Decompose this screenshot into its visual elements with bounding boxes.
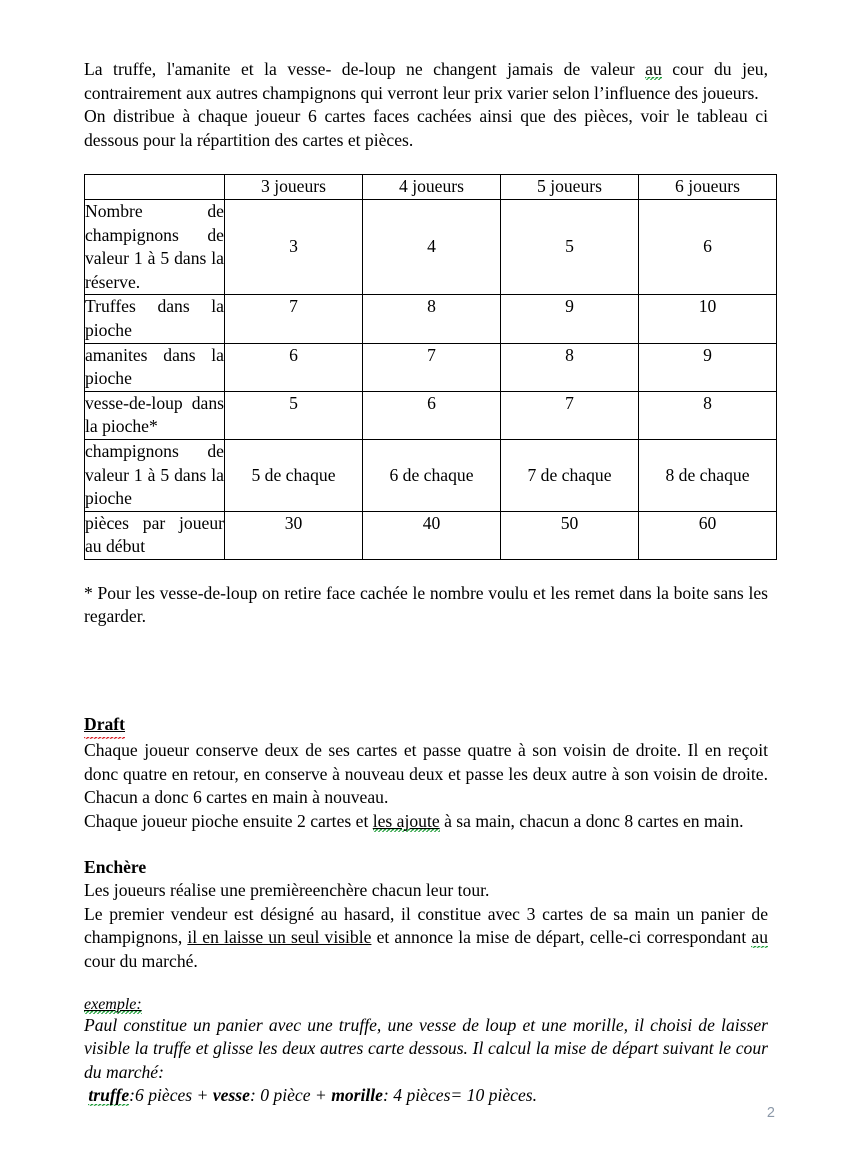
- draft-heading-wrap: [84, 713, 768, 739]
- grammar-flag-les-ajoute: les ajoute: [372, 811, 440, 832]
- enchere-paragraph-1: Les joueurs réalise une premièreenchère chacun leur tour.: [84, 880, 490, 901]
- table-header-4-joueurs: 4 joueurs: [363, 175, 501, 200]
- table-row: [85, 343, 777, 391]
- enchere-paragraph-2-part-c: cour du marché.: [84, 951, 198, 971]
- cell-vesse-5: 7: [501, 391, 639, 439]
- example-body: Paul constitue un panier avec une truffe, une vesse de loup et une morille, il choisi de laisser visible la truffe et glisse les deux autres carte dessous. Il calcul la mise de départ suivant le cour du marché:: [84, 1014, 768, 1082]
- enchere-heading: Enchère: [84, 856, 147, 877]
- table-head: [85, 175, 777, 200]
- cell-pieces-4: 40: [363, 511, 501, 559]
- intro-paragraph-2: On distribue à chaque joueur 6 cartes faces cachées ainsi que des pièces, voir le tableau ci dessous pour la répartition des cartes et pièces.: [84, 106, 768, 150]
- cell-pieces-5: 50: [501, 511, 639, 559]
- cell-champ-pioche-3: 5 de chaque: [225, 439, 363, 511]
- cell-amanites-4: 7: [363, 343, 501, 391]
- row-label-amanites: amanites dans la pioche: [85, 343, 225, 391]
- spacer: [84, 629, 768, 675]
- cell-amanites-3: 6: [225, 343, 363, 391]
- row-label-champignons-pioche: champignons de valeur 1 à 5 dans la pioche: [85, 439, 225, 511]
- example-label: exemple:: [84, 995, 142, 1013]
- cell-truffes-3: 7: [225, 295, 363, 343]
- enchere-paragraph-2: [84, 903, 768, 974]
- cell-reserve-3: 3: [225, 199, 363, 294]
- enchere-underlined-clause: il en laisse un seul visible: [187, 927, 372, 948]
- cell-reserve-5: 5: [501, 199, 639, 294]
- row-label-reserve: Nombre de champignons de valeur 1 à 5 dans la réserve.: [85, 199, 225, 294]
- cell-pieces-6: 60: [639, 511, 777, 559]
- example-item-truffe-value: :6 pièces +: [129, 1085, 213, 1106]
- cell-vesse-6: 8: [639, 391, 777, 439]
- table-header-row: [85, 175, 777, 200]
- table-header-6-joueurs: 6 joueurs: [639, 175, 777, 200]
- example-item-vesse: vesse: [212, 1085, 250, 1106]
- enchere-paragraph-2-part-b: et annonce la mise de départ, celle-ci correspondant: [371, 927, 752, 948]
- example-item-morille-value: : 4 pièces= 10 pièces.: [383, 1085, 538, 1106]
- draft-paragraph-2-part-b: à sa main, chacun a donc 8 cartes en main.: [439, 811, 744, 832]
- spacer: [84, 560, 768, 582]
- table-header-5-joueurs: 5 joueurs: [501, 175, 639, 200]
- cell-pieces-3: 30: [225, 511, 363, 559]
- example-item-vesse-value: : 0 pièce +: [249, 1085, 332, 1106]
- cell-truffes-6: 10: [639, 295, 777, 343]
- cell-vesse-4: 6: [363, 391, 501, 439]
- table-row: [85, 439, 777, 511]
- intro-paragraph-1: [84, 58, 768, 105]
- example-block: [84, 996, 768, 1108]
- table-header-blank: [85, 175, 225, 200]
- table-row: [85, 511, 777, 559]
- cell-truffes-4: 8: [363, 295, 501, 343]
- document-content: [84, 58, 768, 1108]
- row-label-truffes: Truffes dans la pioche: [85, 295, 225, 343]
- cell-reserve-4: 4: [363, 199, 501, 294]
- draft-paragraph-1: Chaque joueur conserve deux de ses cartes et passe quatre à son voisin de droite. Il en reçoit donc quatre en retour, en conserve à nouveau deux et passe les deux autre à son voisin de droite. Chacun a donc 6 cartes en main à nouveau.: [84, 740, 768, 808]
- cell-amanites-5: 8: [501, 343, 639, 391]
- cell-amanites-6: 9: [639, 343, 777, 391]
- draft-section: [84, 713, 768, 834]
- cell-champ-pioche-6: 8 de chaque: [639, 439, 777, 511]
- enchere-paragraph-2-part-a: Le premier vendeur est désigné au hasard, il constitue avec 3 cartes de sa main un panier de champignons,: [84, 903, 768, 948]
- table-row: [85, 391, 777, 439]
- distribution-table: [84, 174, 777, 560]
- spacer: [84, 834, 768, 856]
- table-header-3-joueurs: 3 joueurs: [225, 175, 363, 200]
- page-number: 2: [766, 1105, 775, 1121]
- cell-truffes-5: 9: [501, 295, 639, 343]
- spellcheck-flag-au-2: au: [751, 927, 768, 948]
- enchere-section: [84, 856, 768, 974]
- example-item-morille: morille: [331, 1085, 383, 1106]
- table-footnote: * Pour les vesse-de-loup on retire face cachée le nombre voulu et les remet dans la boite sans les regarder.: [84, 582, 768, 627]
- table-row: [85, 295, 777, 343]
- intro-paragraph-1-part-b: cour du jeu, contrairement aux autres champignons qui verront leur prix varier selon l’influence des joueurs.: [84, 59, 768, 103]
- draft-paragraph-2-part-a: Chaque joueur pioche ensuite 2 cartes et: [84, 811, 373, 832]
- table-row: [85, 199, 777, 294]
- cell-reserve-6: 6: [639, 199, 777, 294]
- enchere-heading-wrap: [84, 856, 768, 880]
- example-item-truffe: truffe: [88, 1085, 130, 1106]
- draft-paragraph-2: [84, 810, 768, 834]
- cell-champ-pioche-5: 7 de chaque: [501, 439, 639, 511]
- draft-heading: Draft: [84, 713, 125, 739]
- example-label-wrap: [84, 996, 768, 1014]
- spacer: [84, 974, 768, 996]
- intro-paragraph-1-part-a: La truffe, l'amanite et la vesse- de-loup ne changent jamais de valeur: [84, 59, 646, 79]
- row-label-pieces-par-joueur: pièces par joueur au début: [85, 511, 225, 559]
- row-label-vesse-de-loup: vesse-de-loup dans la pioche*: [85, 391, 225, 439]
- table-body: [85, 199, 777, 559]
- spacer: [84, 675, 768, 713]
- spacer: [84, 152, 768, 174]
- cell-champ-pioche-4: 6 de chaque: [363, 439, 501, 511]
- spellcheck-flag-au-1: au: [645, 59, 662, 79]
- cell-vesse-3: 5: [225, 391, 363, 439]
